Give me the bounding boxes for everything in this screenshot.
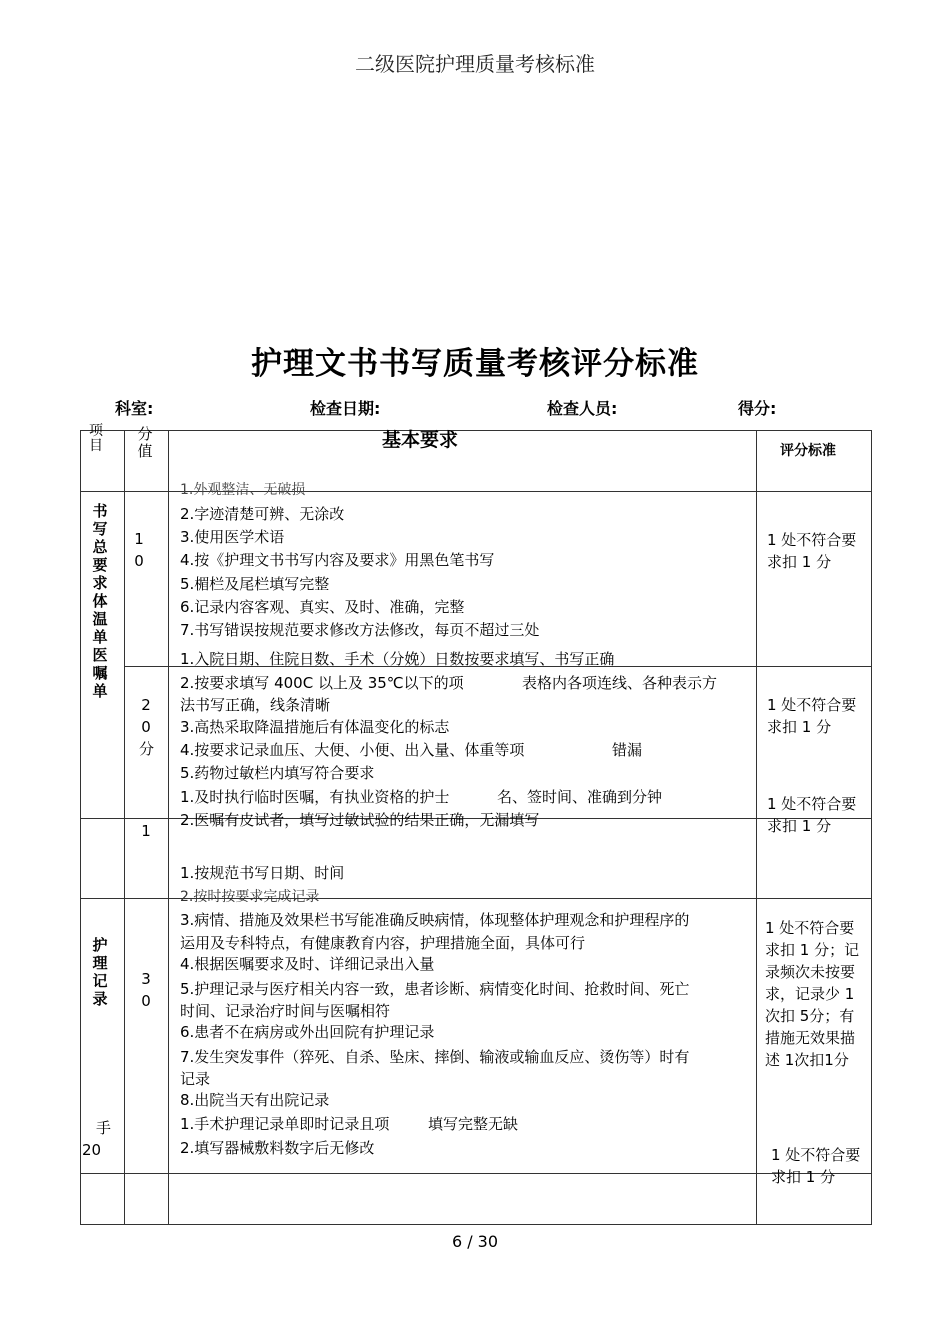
general-criteria: 1 处不符合要求扣 1 分 — [767, 531, 857, 571]
nursing-line-6: 6.患者不在病房或外出回院有护理记录 — [180, 1023, 435, 1041]
nursing-line-1: 1.按规范书写日期、时间 — [180, 864, 345, 882]
row-line-top — [80, 430, 871, 431]
col-divider-1 — [124, 430, 125, 1225]
orders-line-2: 2.医嘱有皮试者，填写过敏试验的结果正确，无漏填写 — [180, 811, 540, 829]
surgery-line-2: 2.填写器械敷料数字后无修改 — [180, 1139, 375, 1157]
temperature-line-2b: 表格内各项连线、各种表示方 — [522, 674, 718, 692]
header-requirements: 基本要求 — [382, 429, 459, 451]
nursing-line-5a: 5.护理记录与医疗相关内容一致，患者诊断、病情变化时间、抢救时间、死亡 — [180, 980, 690, 998]
table-border-right — [871, 430, 872, 1225]
nursing-line-7a: 7.发生突发事件（猝死、自杀、坠床、摔倒、输液或输血反应、烫伤等）时有 — [180, 1048, 690, 1066]
orders-line-1a: 1.及时执行临时医嘱，有执业资格的护士 — [180, 788, 450, 806]
table-border-left — [80, 430, 81, 1225]
nursing-line-7b: 记录 — [180, 1070, 211, 1088]
orders-line-1b: 名、签时间、准确到分钟 — [497, 788, 663, 806]
temperature-line-4a: 4.按要求记录血压、大便、小便、出入量、体重等项 — [180, 741, 525, 759]
surgery-criteria: 1 处不符合要求扣 1 分 — [771, 1146, 861, 1186]
surgery-line-1a: 1.手术护理记录单即时记录且项 — [180, 1115, 390, 1133]
header-points: 分值 — [137, 425, 153, 460]
page-header: 二级医院护理质量考核标准 — [355, 52, 595, 76]
row-line-5 — [80, 1173, 871, 1174]
general-line-2: 2.字迹清楚可辨、无涂改 — [180, 505, 345, 523]
section-temperature-points: 20分 — [139, 696, 155, 758]
general-line-7: 7.书写错误按规范要求修改方法修改，每页不超过三处 — [180, 621, 540, 639]
header-item: 项目 — [89, 423, 103, 454]
document-title: 护理文书书写质量考核评分标准 — [251, 346, 699, 382]
header-criteria: 评分标准 — [780, 443, 836, 459]
nursing-line-2: 2.按时按要求完成记录 — [180, 889, 320, 905]
date-label: 检查日期: — [310, 399, 381, 418]
temperature-line-2c: 法书写正确，线条清晰 — [180, 696, 331, 714]
surgery-line-1b: 填写完整无缺 — [428, 1115, 519, 1133]
dept-label: 科室: — [115, 399, 154, 418]
nursing-line-3b: 运用及专科特点，有健康教育内容，护理措施全面，具体可行 — [180, 934, 586, 952]
temperature-criteria: 1 处不符合要求扣 1 分 — [767, 696, 857, 736]
score-label: 得分: — [738, 399, 777, 418]
temperature-line-2a: 2.按要求填写 400C 以上及 35℃以下的项 — [180, 674, 464, 692]
temperature-line-4b: 错漏 — [612, 741, 643, 759]
inspector-label: 检查人员: — [547, 399, 618, 418]
nursing-line-3a: 3.病情、措施及效果栏书写能准确反映病情，体现整体护理观念和护理程序的 — [180, 911, 690, 929]
nursing-line-8: 8.出院当天有出院记录 — [180, 1091, 330, 1109]
section-orders-points: 1 — [141, 822, 151, 840]
orders-criteria: 1 处不符合要求扣 1 分 — [767, 795, 857, 835]
section-nursing-label: 护理记录 — [92, 936, 108, 1008]
page-number: 6 / 30 — [451, 1232, 499, 1251]
section-surgery-points: 20 — [82, 1141, 102, 1159]
temperature-line-5: 5.药物过敏栏内填写符合要求 — [180, 764, 375, 782]
nursing-line-4: 4.根据医嘱要求及时、详细记录出入量 — [180, 955, 435, 973]
section-general-label: 书写总要求体温单医嘱单 — [92, 502, 108, 700]
section-general-points: 10 — [134, 530, 144, 570]
general-line-5: 5.楣栏及尾栏填写完整 — [180, 575, 330, 593]
general-line-1: 1.外观整洁、无破损 — [180, 482, 306, 498]
nursing-line-5b: 时间、记录治疗时间与医嘱相符 — [180, 1002, 391, 1020]
general-line-3: 3.使用医学术语 — [180, 528, 285, 546]
temperature-line-3: 3.高热采取降温措施后有体温变化的标志 — [180, 718, 450, 736]
section-nursing-points: 30 — [141, 970, 151, 1010]
temperature-line-1: 1.入院日期、住院日数、手术（分娩）日数按要求填写、书写正确 — [180, 650, 615, 668]
col-divider-2 — [168, 430, 169, 1225]
general-line-4: 4.按《护理文书书写内容及要求》用黑色笔书写 — [180, 551, 495, 569]
general-line-6: 6.记录内容客观、真实、及时、准确，完整 — [180, 598, 465, 616]
nursing-criteria: 1 处不符合要求扣 1 分；记录频次未按要求，记录少 1 次扣 5分；有措施无效果描述 1次扣1分 — [765, 919, 860, 1069]
row-line-bottom — [80, 1224, 871, 1225]
section-surgery-label-1: 手 — [96, 1119, 112, 1137]
col-divider-3 — [756, 430, 757, 1225]
